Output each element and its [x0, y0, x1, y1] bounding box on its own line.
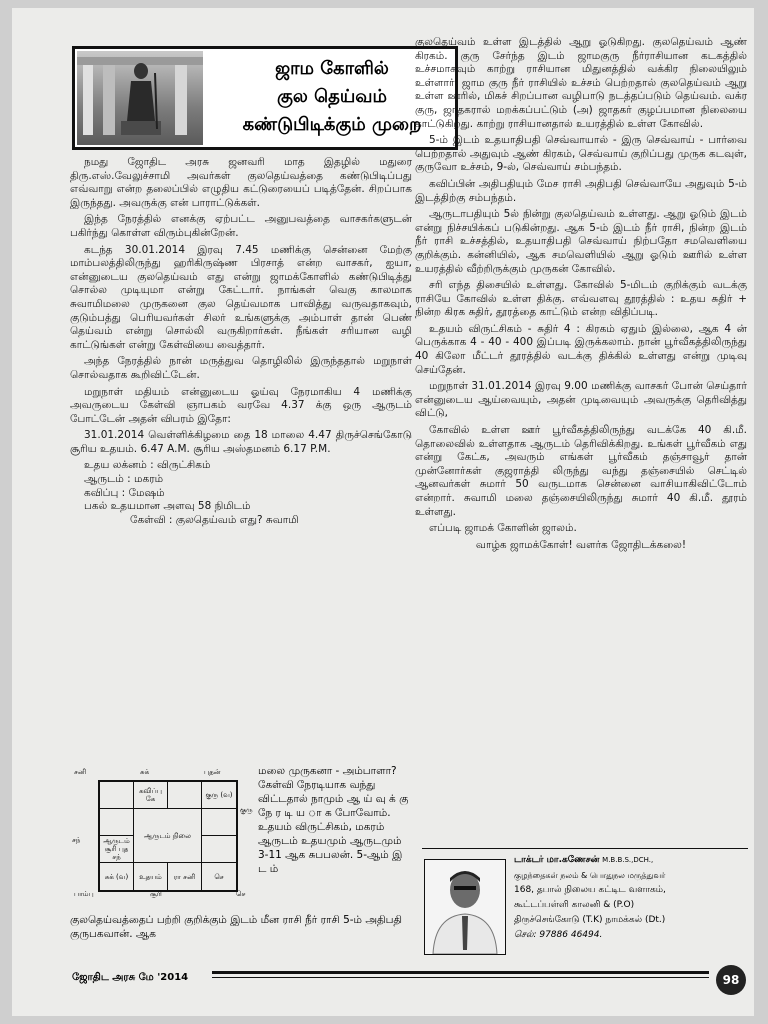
- paragraph: சரி எந்த திசையில் உள்ளது. கோவில் 5-மிடம் குறிக்கும் வடக்கு ராசியே கோவில் உள்ள திக்கு. எவ்வளவு தூரத்தில் : உதய சுதிர் + நின்ற கிரக சுதிர், தூரத்தை காட்டும் என்ற விதிப்படி.: [415, 279, 747, 319]
- chart-grid: [98, 780, 238, 892]
- chart-cell: [99, 781, 134, 809]
- title-line-3: கண்டுபிடிக்கும் முறை: [242, 114, 422, 135]
- paragraph: மலை முருகனா - அம்பாளா? கேள்வி நேரடியாக வந்து விட்டதால் நாமும் ஆ ய் வு க் கு நே ர டி ய ா க போவோம். உதயம் விருட்சிகம், மகரம் ஆருடம் உதயமும் ஆருடமும் 3-11 ஆக சுபபலன். 5-ஆம் இ ட ம்: [258, 765, 409, 875]
- arudam-line: ஆருடம் : மகரம்: [84, 473, 164, 486]
- chart-cell: [201, 835, 237, 863]
- left-column: [70, 156, 412, 527]
- question-line: கேள்வி : குலதெய்வம் எது? சுவாமி: [130, 513, 299, 526]
- paragraph: மறுநாள் மதியம் என்னுடைய ஓய்வு நேரமாகிய 4 மணிக்கு அவருடைய கேள்வி ஞாபகம் வரவே 4.37 க்கு ஒரு ஆருடம் போட்டேன் அதன் விபரம் இதோ:: [70, 385, 412, 425]
- author-info: [514, 853, 750, 943]
- page-number: 98: [716, 965, 746, 995]
- closing-line: வாழ்க ஜாமக்கோள்! வளர்க ஜோதிடக்கலை!: [475, 538, 687, 551]
- article-header: [72, 46, 458, 150]
- kavippu-line: கவிப்பு : மேஷம்: [84, 486, 165, 499]
- chart-center: ஆருடம் நிலை: [133, 808, 202, 863]
- chart-cell: கவிப்பு கே: [133, 781, 168, 809]
- right-column: [415, 36, 747, 555]
- author-name: டாக்டர் மா.கணேசன்: [514, 855, 600, 865]
- chart-label-bottom: செ: [236, 890, 246, 898]
- author-address: கூட்டப்பள்ளி காலனி & (P.O): [514, 900, 635, 910]
- author-box: [422, 848, 748, 955]
- magazine-name: ஜோதிட அரசு மே '2014: [72, 972, 189, 983]
- chart-side-text: [258, 764, 412, 876]
- chart-label-bottom: பாம்பு: [74, 890, 94, 898]
- chart-label-bottom: சூரி: [150, 890, 162, 898]
- paragraph: இந்த நேரத்தில் எனக்கு ஏற்பட்ட அனுபவத்தை வாசகர்களுடன் பகிர்ந்து கொள்ள விரும்புகின்றேன்.: [70, 213, 412, 239]
- title-line-2: குல தெய்வம்: [277, 86, 387, 107]
- paragraph: நமது ஜோதிட அரசு ஜனவரி மாத இதழில் மதுரை திரு.எஸ்.வேலுச்சாமி அவர்கள் குலதெய்வத்தை கண்டுபிடிப்பது எவ்வாறு என்ற தலைப்பில் எழுதிய கட்டுரையைப் படித்தேன். சிறப்பாக இருந்தது. அவருக்கு என் பாராட்டுக்கள்.: [70, 156, 412, 209]
- author-address: திருச்செங்கோடு (T.K) நாமக்கல் (Dt.): [514, 915, 666, 925]
- paragraph: ஆருடாபதியும் 5ல் நின்று குலதெய்வம் உள்ளது. ஆறு ஓடும் இடம் என்று நிச்சயிக்கப் படுகின்றது. ஆக 5-ம் இடம் நீர் ராசி, நின்ற இடம் நீர் ராசி உச்சத்தில், உதயாதிபதி செவ்வாய் நிற்பதோ சமவெளியை குறிக்கும். கன்னியில், ஆக சமவெளியில் ஆறு ஓடும் ஊரில் உள்ள உயரத்தில் வீற்றிருக்கும் முருகன் கோவில்.: [415, 208, 747, 275]
- author-role: குழந்தைகள் நலம் & பொதுநல மருத்துவர்: [514, 871, 666, 880]
- pagal-line: பகல் உதயமான அளவு 58 நிமிடம்: [84, 500, 251, 513]
- footer-rule: [212, 977, 709, 978]
- horoscope-chart: [70, 766, 254, 900]
- chart-label-right: குரு: [240, 806, 253, 814]
- title-line-1: ஜாம கோளில்: [275, 58, 389, 79]
- left-bottom-text: [70, 913, 412, 941]
- chart-cell: உதயம்: [133, 862, 168, 891]
- author-phone: செல்: 97886 46494.: [514, 930, 603, 940]
- paragraph: அந்த நேரத்தில் நான் மருத்துவ தொழிலில் இருந்ததால் மறுநாள் சொல்வதாக கூறிவிட்டேன்.: [70, 355, 412, 381]
- chart-label-top: புதன்: [204, 768, 221, 776]
- chart-cell: சுக் (வ): [99, 862, 134, 891]
- chart-label-top: சனி: [74, 768, 87, 776]
- paragraph: மறுநாள் 31.01.2014 இரவு 9.00 மணிக்கு வாசகர் போன் செய்தார் என்னுடைய ஆய்வையும், அதன் முடிவையும் அவருக்கு தெரிவித்து விட்டு,: [415, 380, 747, 420]
- udaya-lagnam: உதய லக்னம் : விருட்சிகம்: [84, 459, 211, 472]
- paragraph: 31.01.2014 வெள்ளிக்கிழமை தை 18 மாலை 4.47 திருச்செங்கோடு சூரிய உதயம். 6.47 A.M. சூரிய அஸ்தமனம் 6.17 P.M.: [70, 429, 412, 455]
- chart-cell: ஆருடம் சூரி புத சந்: [99, 835, 134, 863]
- paragraph: கடந்த 30.01.2014 இரவு 7.45 மணிக்கு சென்னை மேற்கு மாம்பலத்திலிருந்து ஹரிகிருஷ்ண பிரசாத் என்ற வாசகர், ஐயா, என்னுடைய குலதெய்வம் எது என்று ஜாமக்கோளில் கண்டுபிடித்து சொல்ல முடியுமா என்று கேட்டார். நாங்கள் வெகு காலமாக சுவாமிமலை முருகனை குல தெய்வமாக பாவித்து வருவதாகவும், குடும்பத்து பெரியவர்கள் சிலர் உங்களுக்கு அம்பாள் தான் பெண் தெய்வம் என்று சொல்லி வருகிறார்கள். நீங்கள் சரியான வழி காட்டுங்கள் என்று கேள்வியை வைத்தார்.: [70, 243, 412, 351]
- paragraph: குலதெய்வத்தைப் பற்றி குறிக்கும் இடம் மீன ராசி நீர் ராசி 5-ம் அதிபதி குருபகவான். ஆக: [70, 914, 403, 940]
- paragraph: 5-ம் இடம் உதயாதிபதி செவ்வாயால் - இரு செவ்வாய் - பார்வை பெற்றதால் அதுவும் ஆண் கிரகம், செவ்வாய் குறிப்பது முருக கடவுள், குருவோ உச்சம், 9-ல், செவ்வாய் சம்பந்தம்.: [415, 134, 747, 174]
- chart-cell: [201, 808, 237, 836]
- chart-cell: குரு (வ): [201, 781, 237, 809]
- chart-cell: ரா சனி: [167, 862, 202, 891]
- author-degree: M.B.B.S.,DCH.,: [602, 856, 654, 864]
- chart-cell: [99, 808, 134, 836]
- author-photo: [424, 859, 506, 955]
- footer-rule: [212, 971, 709, 974]
- chart-cell: செ: [201, 862, 237, 891]
- chart-label-left: சந்: [72, 836, 81, 844]
- author-address: 168, தபால் நிலைய கட்டிட வளாகம்,: [514, 885, 666, 895]
- magazine-page: [12, 8, 754, 1016]
- chart-label-top: சுக்: [140, 768, 150, 776]
- paragraph: எப்படி ஜாமக் கோளின் ஜாலம்.: [429, 522, 577, 535]
- temple-photo: [77, 51, 203, 145]
- paragraph: கோவில் உள்ள ஊர் பூர்வீகத்திலிருந்து வடக்கே 40 கி.மீ. தொலைவில் உள்ளதாக ஆருடம் தெரிவிக்கிறது. உங்கள் பூர்வீகம் எது என்று கேட்க, அவரும் எங்கள் பூர்வீகம் தஞ்சாவூர் தான் முன்னோர்கள் குஜராத்தி லிருந்து வந்து தஞ்சையில் செட்டில் ஆனவர்கள் சுமார் 50 வருடமாக சென்னை வாசியாகிவிட்டோம் என்றார். சுவாமி மலை தஞ்சையிலிருந்து சுமார் 40 கி.மீ. தூரம் உள்ளது.: [415, 424, 747, 518]
- paragraph: குலதெய்வம் உள்ள இடத்தில் ஆறு ஓடுகிறது. குலதெய்வம் ஆண் கிரகம். குரு சேர்ந்த இடம் ஜாமகுரு நீர்ராசியான கடகத்தில் உச்சமாகவும் காற்று ராசியான மிதுனத்தில் வக்கிர நிலையிலும் உள்ளார். ஜாம குரு நீர் ராசியில் உச்சம் பெற்றதால் குலதெய்வம் ஆறு உள்ள ஊரில், மிகச் சிறப்பான வழிபாடு நடத்தப்படும் தெய்வம். வக்ர குரு, ஜாதகரால் மறக்கப்பட்டும் (அ) ஜாதகர் குழப்பமான நிலையை காட்டுகிறது. காற்று ராசியானதால் உயரத்தில் உள்ள கோவில்.: [415, 36, 747, 130]
- paragraph: உதயம் விருட்சிகம் - சுதிர் 4 : கிரகம் ஏதும் இல்லை, ஆக 4 ன் பெருக்காக 4 - 40 - 400 இப்படி இருக்கலாம். நான் பூர்வீகத்திலிருந்து 40 கிலோ மீட்டர் தூரத்தில் வடக்கு திக்கில் உள்ளது என்று முடிவு செய்தேன்.: [415, 322, 747, 376]
- chart-cell: [167, 781, 202, 809]
- paragraph: கவிப்பின் அதிபதியும் மேச ராசி அதிபதி செவ்வாயே அதுவும் 5-ம் இடத்திற்கு சம்பந்தம்.: [415, 177, 747, 204]
